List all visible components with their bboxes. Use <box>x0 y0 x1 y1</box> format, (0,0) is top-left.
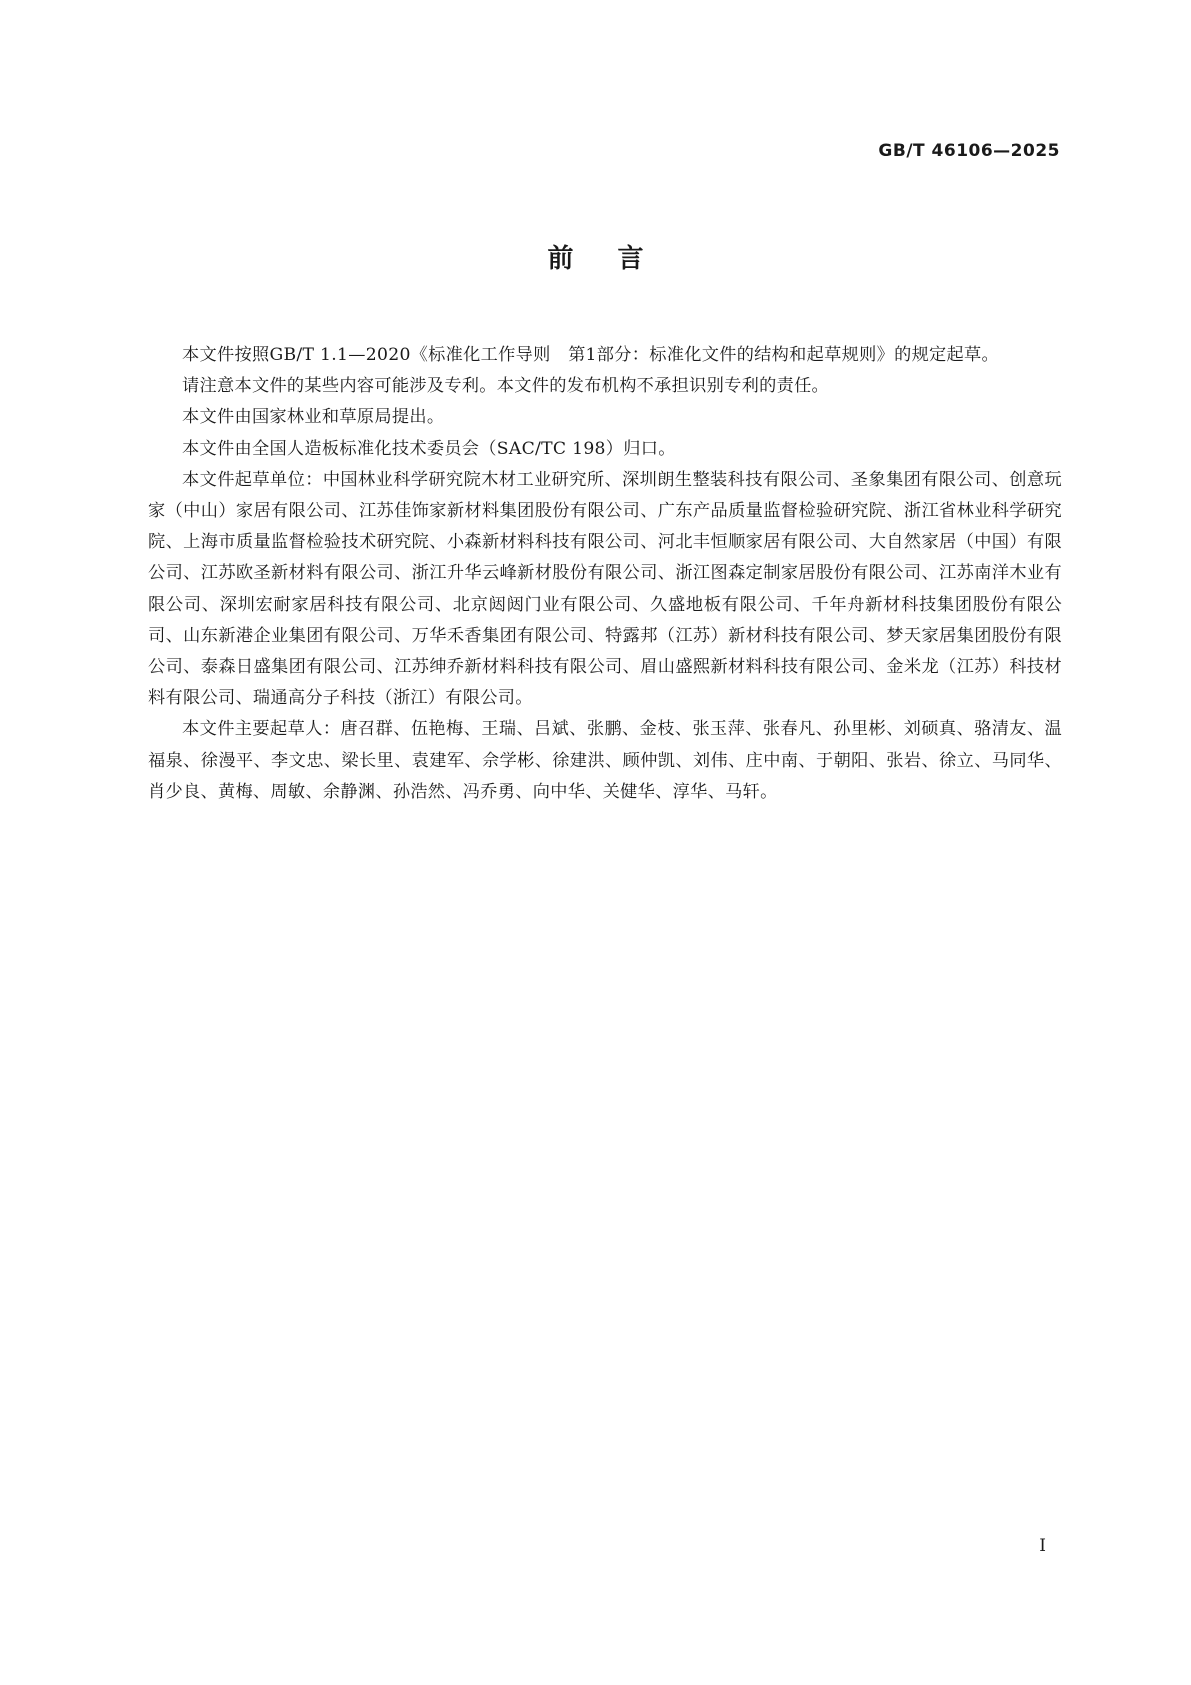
paragraph-drafting-units: 本文件起草单位：中国林业科学研究院木材工业研究所、深圳朗生整装科技有限公司、圣象集团有限公司、创意玩家（中山）家居有限公司、江苏佳饰家新材料集团股份有限公司、广东产品质量监督检验研究院、浙江省林业科学研究院、上海市质量监督检验技术研究院、小森新材料科技有限公司、河北丰恒顺家居有限公司、大自然家居（中国）有限公司、江苏欧圣新材料有限公司、浙江升华云峰新材股份有限公司、浙江图森定制家居股份有限公司、江苏南洋木业有限公司、深圳宏耐家居科技有限公司、北京闼闼门业有限公司、久盛地板有限公司、千年舟新材科技集团股份有限公司、山东新港企业集团有限公司、万华禾香集团有限公司、特露邦（江苏）新材科技有限公司、梦天家居集团股份有限公司、泰森日盛集团有限公司、江苏绅乔新材料科技有限公司、眉山盛熙新材料科技有限公司、金米龙（江苏）科技材料有限公司、瑞通高分子科技（浙江）有限公司。 <box>148 469 1062 709</box>
page-number: I <box>1039 1536 1046 1556</box>
paragraph-patent-notice: 请注意本文件的某些内容可能涉及专利。本文件的发布机构不承担识别专利的责任。 <box>182 376 830 397</box>
paragraph-drafting-rules: 本文件按照GB/T 1.1—2020《标准化工作导则 第1部分：标准化文件的结构和起草规则》的规定起草。 <box>182 345 1000 365</box>
foreword-body <box>148 340 1062 808</box>
paragraph-committee: 本文件由全国人造板标准化技术委员会（SAC/TC 198）归口。 <box>182 438 676 459</box>
paragraph-proposer: 本文件由国家林业和草原局提出。 <box>182 407 445 428</box>
paragraph-drafters: 本文件主要起草人：唐召群、伍艳梅、王瑞、吕斌、张鹏、金枝、张玉萍、张春凡、孙里彬、刘硕真、骆清友、温福泉、徐漫平、李文忠、梁长里、袁建军、佘学彬、徐建洪、顾仲凯、刘伟、庄中南、于朝阳、张岩、徐立、马同华、肖少良、黄梅、周敏、余静渊、孙浩然、冯乔勇、向中华、关健华、淳华、马轩。 <box>148 719 1062 802</box>
page-title: 前言 <box>547 244 688 274</box>
standard-code: GB/T 46106—2025 <box>878 141 1060 161</box>
